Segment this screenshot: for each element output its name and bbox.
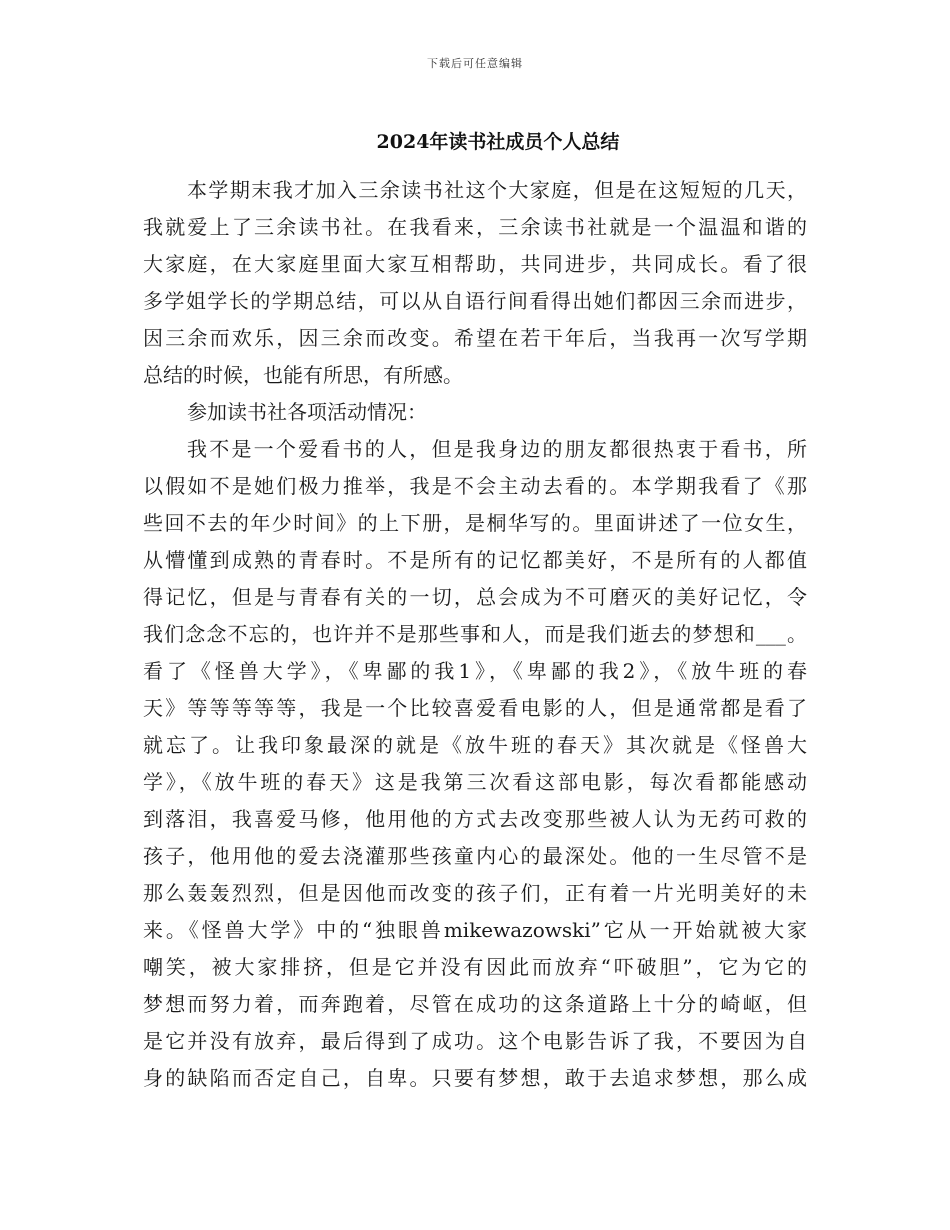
text-line: 本学期末我才加入三余读书社这个大家庭，但是在这短短的几天， [187, 178, 807, 202]
text-line: 孩子，他用他的爱去浇灌那些孩童内心的最深处。他的一生尽管不是 [143, 844, 807, 868]
text-line: 我不是一个爱看书的人，但是我身边的朋友都很热衷于看书，所 [187, 437, 807, 461]
text-line: 因三余而欢乐，因三余而改变。希望在若干年后，当我再一次写学期 [143, 326, 807, 350]
text-line: 总结的时候，也能有所思，有所感。 [143, 363, 463, 387]
text-line: 来。《怪兽大学》中的“独眼兽mikewazowski”它从一开始就被大家 [143, 918, 807, 942]
text-line: 那么轰轰烈烈，但是因他而改变的孩子们，正有着一片光明美好的未 [143, 881, 807, 905]
text-line: 梦想而努力着，而奔跑着，尽管在成功的这条道路上十分的崎岖，但 [143, 992, 807, 1016]
text-line: 多学姐学长的学期总结，可以从自语行间看得出她们都因三余而进步， [143, 289, 807, 313]
text-line: 我们念念不忘的，也许并不是那些事和人，而是我们逝去的梦想和___。 [143, 622, 807, 646]
text-line: 身的缺陷而否定自己，自卑。只要有梦想，敢于去追求梦想，那么成 [143, 1066, 807, 1090]
text-line: 得记忆，但是与青春有关的一切，总会成为不可磨灭的美好记忆，令 [143, 585, 807, 609]
page-header-note: 下载后可任意编辑 [427, 57, 523, 70]
document-body [143, 172, 807, 1097]
text-line: 就忘了。让我印象最深的就是《放牛班的春天》其次就是《怪兽大 [143, 733, 807, 757]
text-line: 大家庭，在大家庭里面大家互相帮助，共同进步，共同成长。看了很 [143, 252, 807, 276]
text-line: 参加读书社各项活动情况： [187, 400, 427, 424]
text-line: 是它并没有放弃，最后得到了成功。这个电影告诉了我，不要因为自 [143, 1029, 807, 1053]
text-line: 看了《怪兽大学》，《卑鄙的我1》，《卑鄙的我2》，《放牛班的春 [143, 659, 807, 683]
document-title: 2024年读书社成员个人总结 [376, 131, 620, 153]
text-line: 以假如不是她们极力推举，我是不会主动去看的。本学期我看了《那 [143, 474, 807, 498]
text-line: 我就爱上了三余读书社。在我看来，三余读书社就是一个温温和谐的 [143, 215, 807, 239]
text-line: 天》等等等等等，我是一个比较喜爱看电影的人，但是通常都是看了 [143, 696, 807, 720]
text-line: 嘲笑，被大家排挤，但是它并没有因此而放弃“吓破胆”，它为它的 [143, 955, 807, 979]
text-line: 学》，《放牛班的春天》这是我第三次看这部电影，每次看都能感动 [143, 770, 807, 794]
text-line: 从懵懂到成熟的青春时。不是所有的记忆都美好，不是所有的人都值 [143, 548, 807, 572]
text-line: 些回不去的年少时间》的上下册，是桐华写的。里面讲述了一位女生， [143, 511, 807, 535]
text-line: 到落泪，我喜爱马修，他用他的方式去改变那些被人认为无药可救的 [143, 807, 807, 831]
